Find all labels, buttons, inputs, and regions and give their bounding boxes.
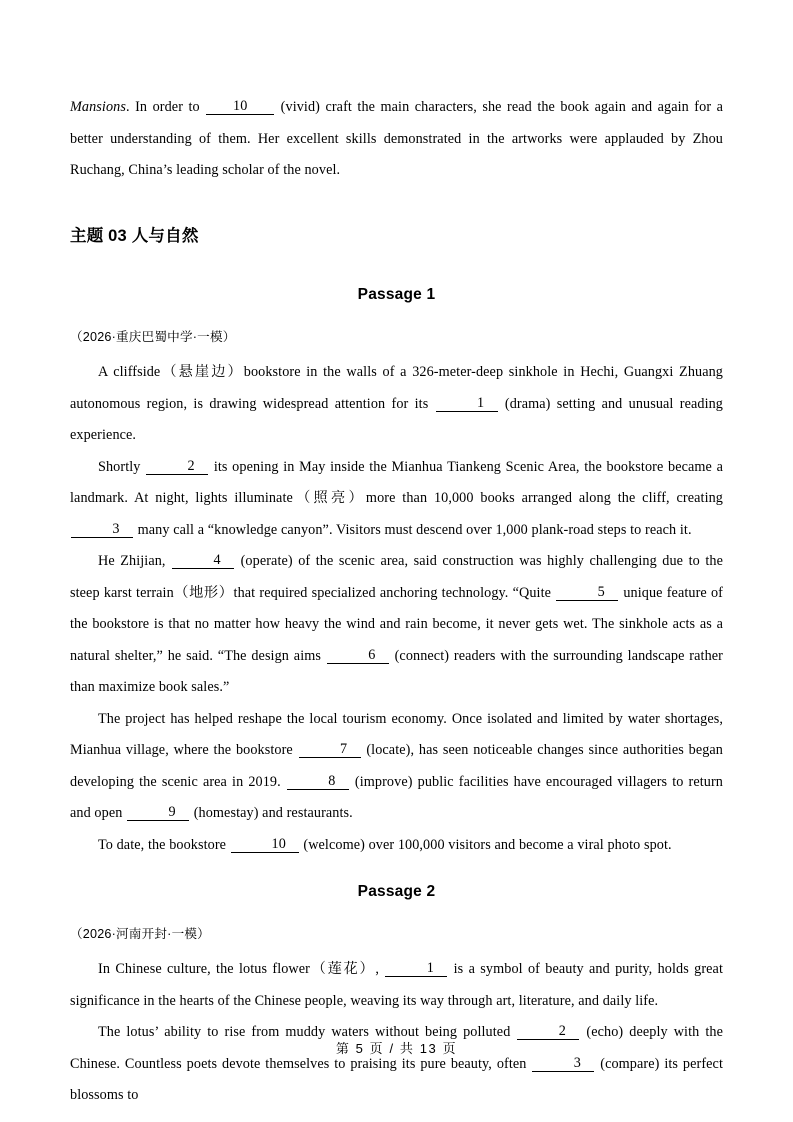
blank-9[interactable]: 9	[127, 805, 189, 821]
passage-1-paragraph-3: He Zhijian, 4 (operate) of the scenic area, said construction was highly challenging due to the steep karst terrain（地形）that required specialized anchoring technology. “Quite 5 unique feature of the bookstore is that no matter how heavy the wind and rain become, it never gets wet. The sinkhole acts as a natural shelter,” he said. “The design aims 6 (connect) readers with the surrounding landscape rather than maximize book sales.”	[70, 552, 723, 696]
blank-3[interactable]: 3	[71, 522, 133, 538]
page-footer: 第 5 页 / 共 13 页	[335, 1041, 458, 1056]
carryover-text-before: . In order to	[125, 99, 206, 115]
spacer	[70, 942, 723, 954]
spacer	[70, 345, 723, 357]
spacer	[70, 246, 723, 286]
passage-1-source: （2026·重庆巴蜀中学·一模）	[70, 330, 236, 345]
topic-heading: 主题 03 人与自然	[70, 226, 199, 245]
book-title-italic: Mansions	[70, 99, 126, 115]
blank-2[interactable]: 2	[146, 459, 208, 475]
page-content	[70, 92, 723, 1112]
spacer	[70, 304, 723, 326]
blank-1[interactable]: 1	[385, 961, 447, 977]
passage-1-paragraph-2: Shortly 2 its opening in May inside the Mianhua Tiankeng Scenic Area, the bookstore became a landmark. At night, lights illuminate（照亮）more than 10,000 books arranged along the cliff, creating 3 many call a “knowledge canyon”. Visitors must descend over 1,000 plank-road steps to reach it.	[70, 457, 723, 538]
blank-4[interactable]: 4	[172, 553, 234, 569]
passage-2-paragraph-2: The lotus’ ability to rise from muddy waters without being polluted 2 (echo) deeply with the Chinese. Countless poets devote themselves to praising its pure beauty, often 3 (compare) its perfect blossoms to	[70, 1023, 723, 1104]
blank-7[interactable]: 7	[299, 742, 361, 758]
blank-3[interactable]: 3	[532, 1056, 594, 1072]
passage-2-heading: Passage 2	[357, 883, 436, 901]
spacer	[70, 861, 723, 883]
blank-10[interactable]: 10	[231, 837, 299, 853]
blank-8[interactable]: 8	[287, 774, 349, 790]
passage-1-paragraph-4: The project has helped reshape the local tourism economy. Once isolated and limited by water shortages, Mianhua village, where the bookstore 7 (locate), has seen noticeable changes since authorities began developing the scenic area in 2019. 8 (improve) public facilities have encouraged villagers to return and open 9 (homestay) and restaurants.	[70, 710, 724, 822]
blank-6[interactable]: 6	[327, 648, 389, 664]
passage-1-paragraph-5: To date, the bookstore 10 (welcome) over 100,000 visitors and become a viral photo spot.	[98, 835, 672, 853]
passage-2-paragraph-1: In Chinese culture, the lotus flower（莲花）, 1 is a symbol of beauty and purity, holds great significance in the hearts of the Chinese people, weaving its way through art, literature, and daily life.	[70, 960, 723, 1009]
spacer	[70, 187, 723, 227]
spacer	[70, 901, 723, 923]
passage-1-paragraph-1: A cliffside（悬崖边）bookstore in the walls of a 326-meter-deep sinkhole in Hechi, Guangxi Zhuang autonomous region, is drawing widespread attention for its 1 (drama) setting and unusual reading experience.	[70, 364, 723, 444]
passage-2-source: （2026·河南开封·一模）	[70, 927, 210, 942]
blank-2[interactable]: 2	[517, 1024, 579, 1040]
carryover-text-after: (vivid) craft the main characters, she read the book again and again for a better understanding of them. Her excellent skills demonstrated in the artworks were applauded by Zhou Ruchang, China’s leading scholar of the novel.	[70, 99, 724, 178]
blank-5[interactable]: 5	[556, 585, 618, 601]
blank-10[interactable]: 10	[206, 99, 274, 115]
passage-1-heading: Passage 1	[357, 286, 436, 304]
carryover-paragraph	[70, 92, 723, 187]
blank-1[interactable]: 1	[436, 396, 498, 412]
